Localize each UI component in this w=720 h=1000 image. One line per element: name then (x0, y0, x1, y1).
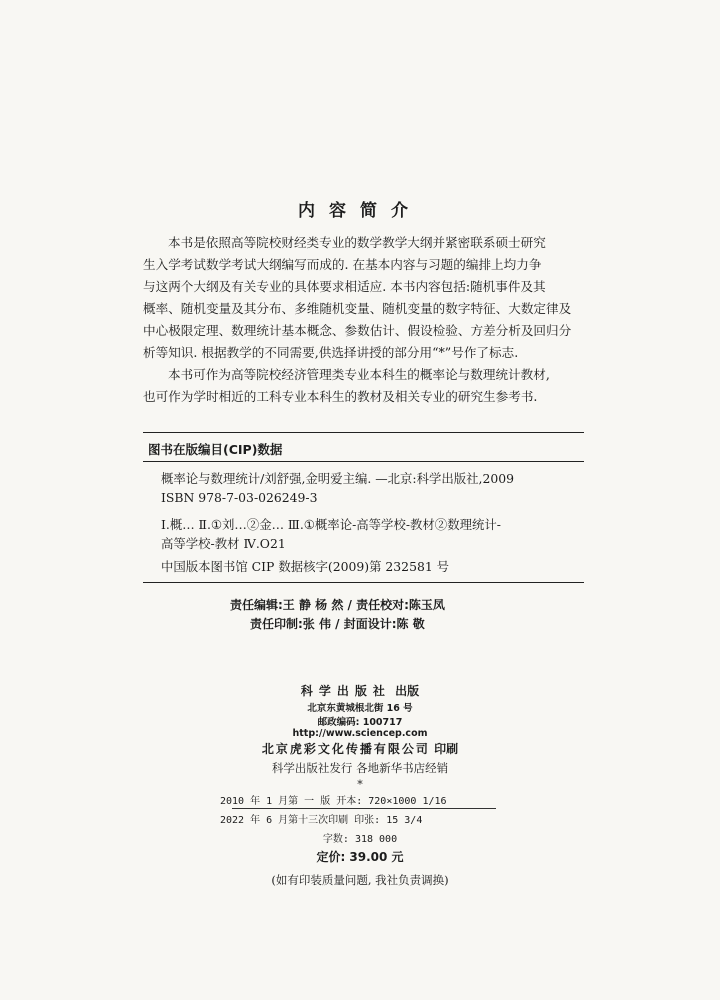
cip-record-line: 概率论与数理统计/刘舒强,金明爱主编. —北京:科学出版社,2009 (161, 471, 515, 486)
publisher-logo-text: 科学出版社 (300, 684, 391, 698)
cip-divider (143, 461, 584, 462)
divider (232, 808, 496, 809)
intro-line: 与这两个大纲及有关专业的具体要求相适应. 本书内容包括:随机事件及其 (143, 279, 546, 294)
distribution-line: 科学出版社发行 各地新华书店经销 (271, 761, 449, 775)
cip-classification-line: 高等学校-教材 Ⅳ.O21 (161, 536, 286, 551)
intro-text (143, 232, 583, 408)
editor-line: 责任编辑:王 静 杨 然 / 责任校对:陈玉凤 (230, 598, 445, 612)
publisher-postcode: 邮政编码: 100717 (317, 717, 403, 728)
printer (0, 740, 720, 757)
editor-line: 责任印制:张 伟 / 封面设计:陈 敬 (250, 617, 425, 631)
cip-heading: 图书在版编目(CIP)数据 (148, 442, 283, 457)
printing-line: 2022 年 6 月第十三次印刷 印张: 15 3/4 (220, 815, 423, 826)
cip-isbn: ISBN 978-7-03-026249-3 (161, 490, 318, 505)
publisher-name (0, 682, 720, 699)
edition-line: 2010 年 1 月第 一 版 开本: 720×1000 1/16 (220, 796, 447, 807)
publisher-url: http://www.sciencep.com (292, 728, 428, 739)
star-mark: * (357, 778, 363, 791)
cip-number: 中国版本图书馆 CIP 数据核字(2009)第 232581 号 (161, 559, 450, 574)
cip-classification-line: Ⅰ.概… Ⅱ.①刘…②金… Ⅲ.①概率论-高等学校-教材②数理统计- (161, 517, 501, 532)
cip-classification (161, 515, 501, 553)
page-title: 内容简介 (298, 201, 422, 221)
price: 定价: 39.00 元 (316, 850, 404, 864)
intro-line: 析等知识. 根据教学的不同需要,供选择讲授的部分用“*”号作了标志. (143, 345, 519, 360)
intro-line: 本书是依照高等院校财经类专业的数学教学大纲并紧密联系硕士研究 (168, 235, 546, 250)
publisher-suffix: 出版 (395, 684, 420, 698)
intro-line: 中心极限定理、数理统计基本概念、参数估计、假设检验、方差分析及回归分 (143, 323, 572, 338)
printer-suffix: 印刷 (434, 742, 459, 756)
quality-notice: (如有印装质量问题, 我社负责调换) (271, 873, 449, 887)
intro-line: 概率、随机变量及其分布、多维随机变量、随机变量的数字特征、大数定律及 (143, 301, 572, 316)
intro-line: 也可作为学时相近的工科专业本科生的教材及相关专业的研究生参考书. (143, 389, 538, 404)
editor-credits (230, 596, 445, 634)
intro-line: 生入学考试数学考试大纲编写而成的. 在基本内容与习题的编排上均力争 (143, 257, 542, 272)
publisher-address: 北京东黄城根北街 16 号 (307, 703, 413, 714)
printer-name: 北京虎彩文化传播有限公司 (261, 742, 430, 756)
intro-line: 本书可作为高等院校经济管理类专业本科生的概率论与数理统计教材, (168, 367, 550, 382)
word-count: 字数: 318 000 (322, 834, 398, 845)
cip-record (161, 469, 514, 507)
